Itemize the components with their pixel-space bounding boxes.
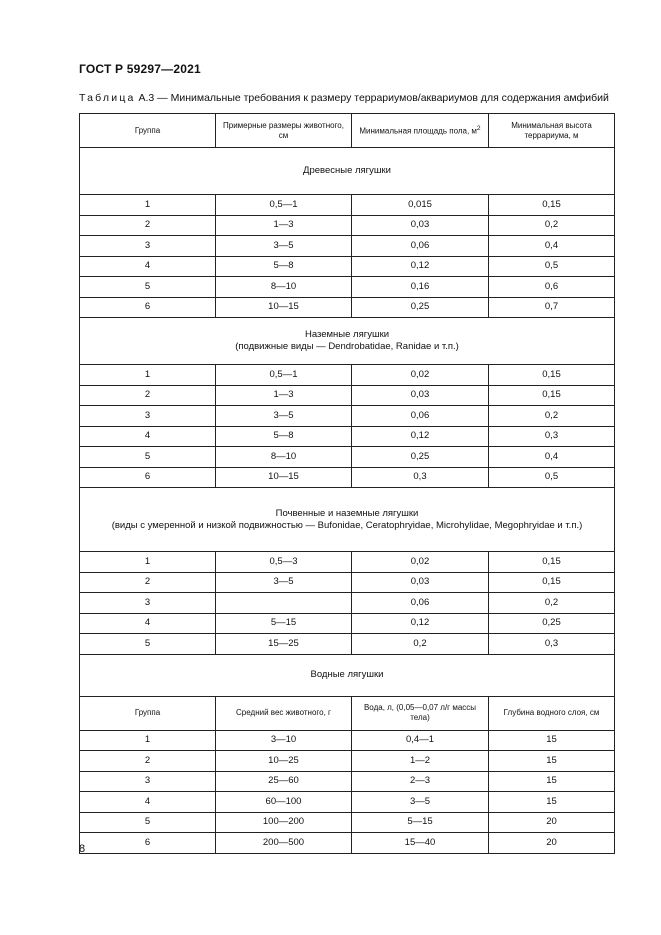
table-cell-text: 1	[144, 368, 151, 380]
table-cell	[352, 277, 489, 298]
table-cell	[352, 812, 489, 833]
table-cell	[80, 634, 216, 655]
table-cell	[216, 593, 352, 614]
table-cell-text: 0,6	[544, 280, 559, 292]
table-cell-text: 0,25	[410, 301, 430, 313]
table-cell	[80, 426, 216, 447]
water-header-row	[80, 696, 615, 730]
column-header	[489, 696, 615, 730]
table-cell	[489, 751, 615, 772]
table-cell-text: 1—3	[273, 389, 294, 401]
table-cell	[352, 613, 489, 634]
table-row	[80, 365, 615, 386]
table-cell-text: 2—3	[409, 775, 431, 787]
table-cell-text: 0,15	[542, 198, 561, 210]
table-cell-text: 2	[144, 754, 151, 766]
table-cell	[489, 552, 615, 573]
table-cell-text: 200—500	[262, 836, 305, 848]
table-cell-text: 0,3	[544, 637, 559, 649]
table-cell	[216, 572, 352, 593]
table-cell	[216, 385, 352, 406]
table-cell	[216, 552, 352, 573]
table-cell	[80, 792, 216, 813]
table-cell-text: 0,4	[544, 239, 559, 251]
table-cell-text: 1—2	[409, 754, 431, 766]
table-cell	[352, 751, 489, 772]
table-cell-text: 3—10	[270, 734, 297, 746]
table-row	[80, 771, 615, 792]
table-cell-text: 0,06	[410, 239, 430, 251]
table-caption	[79, 92, 609, 104]
table-cell-text: 0,12	[410, 617, 430, 629]
table-cell	[352, 771, 489, 792]
section-title-text: Наземные лягушки	[304, 329, 390, 341]
table-row	[80, 634, 615, 655]
table-cell	[489, 792, 615, 813]
table-cell-text: 1	[144, 734, 151, 746]
table-cell	[489, 215, 615, 236]
table-cell	[489, 277, 615, 298]
table-cell-text: 2	[144, 219, 151, 231]
column-header-text: Примерные размеры животного, см	[223, 120, 344, 140]
table-cell-text: 3	[144, 409, 151, 421]
table-cell	[80, 406, 216, 427]
table-row	[80, 447, 615, 468]
table-cell-text: 0,2	[413, 637, 427, 649]
table-cell	[489, 297, 615, 318]
table-cell-text: 0,4	[544, 450, 559, 462]
table-cell-text: 0,2	[544, 596, 559, 608]
section-title-text: Древесные лягушки	[303, 165, 391, 177]
table-row	[80, 593, 615, 614]
table-row	[80, 277, 615, 298]
table-row	[80, 792, 615, 813]
table-cell	[80, 385, 216, 406]
table-cell	[489, 426, 615, 447]
table-cell	[216, 751, 352, 772]
table-cell	[489, 195, 615, 216]
table-cell-text: 0,03	[410, 389, 430, 401]
section-title	[80, 654, 615, 696]
table-row	[80, 256, 615, 277]
column-header	[216, 696, 352, 730]
table-cell	[216, 771, 352, 792]
column-header	[352, 696, 489, 730]
table-cell-text: 0,06	[410, 409, 430, 421]
table-cell-text: 8—10	[270, 450, 297, 462]
table-cell	[489, 467, 615, 488]
table-row	[80, 467, 615, 488]
table-row	[80, 385, 615, 406]
table-cell	[352, 572, 489, 593]
column-header	[489, 114, 615, 148]
table-cell	[216, 256, 352, 277]
table-row	[80, 552, 615, 573]
table-cell	[80, 593, 216, 614]
table-row	[80, 297, 615, 318]
table-cell	[80, 771, 216, 792]
table-cell	[352, 195, 489, 216]
table-cell-text: 1	[144, 555, 151, 567]
table-cell	[489, 385, 615, 406]
table-cell-text: 0,25	[542, 617, 561, 629]
table-row	[80, 812, 615, 833]
table-cell-text: 5—15	[407, 816, 433, 828]
table-cell	[352, 833, 489, 854]
column-header	[80, 114, 216, 148]
section-subtitle: (подвижные виды — Dendrobatidae, Ranidae и т.п.)	[235, 341, 459, 352]
table-cell-text: 0,15	[542, 576, 561, 588]
table-cell-text: 3—5	[273, 576, 294, 588]
table-cell-text: 8—10	[270, 280, 297, 292]
table-cell-text: 0,4—1	[406, 734, 434, 746]
table-cell-text: 0,2	[544, 219, 559, 231]
table-cell-text: 5	[144, 280, 151, 292]
table-cell	[489, 406, 615, 427]
table-cell	[352, 365, 489, 386]
table-cell-text: 15—40	[404, 836, 436, 848]
table-cell-text: 10—15	[268, 471, 299, 483]
table-cell-text: 0,06	[410, 596, 430, 608]
table-header-row	[80, 114, 615, 148]
table-cell	[80, 833, 216, 854]
table-cell-text: 0,5	[544, 260, 559, 272]
table-cell-text: 0,015	[408, 198, 432, 210]
table-cell	[489, 256, 615, 277]
column-header-text: Группа	[134, 708, 161, 717]
table-cell-text: 20	[546, 816, 557, 828]
table-cell-text: 0,02	[410, 555, 430, 567]
table-cell-text: 0,03	[410, 576, 430, 588]
table-cell	[489, 613, 615, 634]
table-cell	[352, 447, 489, 468]
table-cell-text: 5—15	[270, 617, 297, 629]
table-cell	[489, 572, 615, 593]
table-cell-text: 0,15	[542, 555, 561, 567]
table-cell-text: 15	[546, 754, 557, 766]
section-title	[80, 148, 615, 195]
table-cell-text: 0,3	[544, 430, 559, 442]
table-cell-text: 0,3	[413, 471, 427, 483]
table-cell	[352, 792, 489, 813]
table-cell-text: 60—100	[265, 795, 302, 807]
terrarium-requirements-table	[79, 113, 615, 854]
table-cell	[489, 365, 615, 386]
table-cell-text: 3—5	[273, 409, 294, 421]
table-cell	[216, 297, 352, 318]
section-header-row	[80, 488, 615, 552]
table-cell-text: 6	[144, 836, 151, 848]
column-header	[352, 114, 489, 148]
table-cell-text: 3	[144, 596, 151, 608]
table-cell-text: 0,15	[542, 389, 561, 401]
column-header-text: Минимальная высота террариума, м	[511, 120, 592, 140]
table-cell	[352, 236, 489, 257]
table-cell	[80, 215, 216, 236]
table-cell-text: 6	[144, 471, 151, 483]
section-title	[80, 488, 615, 552]
table-cell	[216, 215, 352, 236]
column-header-text: Средний вес животного, г	[236, 708, 331, 717]
table-cell	[80, 751, 216, 772]
table-cell	[352, 297, 489, 318]
table-cell	[352, 215, 489, 236]
table-cell-text: 5—8	[273, 430, 294, 442]
table-cell	[80, 297, 216, 318]
table-cell-text: 15	[546, 775, 557, 787]
table-cell	[352, 467, 489, 488]
table-cell-text: 1—3	[273, 219, 294, 231]
table-cell-text: 5	[144, 450, 151, 462]
table-cell-text: 100—200	[262, 816, 305, 828]
table-cell	[216, 195, 352, 216]
table-cell	[80, 730, 216, 751]
table-cell-text: 10—15	[268, 301, 299, 313]
table-cell-text: 5	[144, 816, 151, 828]
table-cell-text: 15	[546, 734, 557, 746]
table-cell	[80, 467, 216, 488]
table-cell	[489, 730, 615, 751]
table-cell	[216, 634, 352, 655]
column-header	[80, 696, 216, 730]
table-cell	[352, 552, 489, 573]
table-cell	[80, 613, 216, 634]
table-row	[80, 406, 615, 427]
column-header-text: Минимальная площадь пола, м	[359, 126, 477, 136]
table-cell	[352, 593, 489, 614]
table-cell	[80, 552, 216, 573]
table-cell	[216, 426, 352, 447]
table-cell	[352, 385, 489, 406]
section-header-row	[80, 654, 615, 696]
table-cell-text: 2	[144, 576, 151, 588]
table-cell	[216, 833, 352, 854]
section-header-row	[80, 148, 615, 195]
table-cell	[216, 365, 352, 386]
column-header	[216, 114, 352, 148]
table-cell-text: 0,2	[544, 409, 559, 421]
document-header: ГОСТ Р 59297—2021	[79, 62, 201, 76]
section-title-text: Водные лягушки	[310, 669, 384, 681]
table-cell	[80, 277, 216, 298]
table-cell-text: 0,15	[542, 368, 561, 380]
table-row	[80, 215, 615, 236]
table-cell	[489, 833, 615, 854]
table-cell	[216, 812, 352, 833]
table-cell	[352, 406, 489, 427]
table-cell	[80, 256, 216, 277]
table-cell-text: 0,12	[410, 260, 430, 272]
table-cell	[80, 236, 216, 257]
table-cell	[216, 792, 352, 813]
superscript: 2	[476, 124, 481, 132]
table-cell	[216, 447, 352, 468]
column-header-text: Группа	[134, 125, 161, 135]
section-subtitle: (виды с умеренной и низкой подвижностью — Bufonidae, Ceratophryidae, Microhylidae, Megophryidae и т.п.)	[111, 519, 583, 531]
table-cell	[80, 195, 216, 216]
table-row	[80, 833, 615, 854]
table-cell	[352, 730, 489, 751]
table-cell-text: 0,7	[544, 301, 559, 313]
table-cell-text: 20	[546, 836, 557, 848]
table-cell	[80, 365, 216, 386]
table-cell	[216, 406, 352, 427]
table-cell-text: 6	[144, 301, 151, 313]
table-row	[80, 195, 615, 216]
column-header-text: Вода, л, (0,05—0,07 л/г массы тела)	[363, 703, 477, 722]
table-row	[80, 236, 615, 257]
table-cell	[216, 613, 352, 634]
table-cell-text: 5	[144, 637, 151, 649]
table-cell-text: 2	[144, 389, 151, 401]
table-cell-text: 0,5	[544, 471, 559, 483]
table-cell	[216, 730, 352, 751]
table-cell-text: 3—5	[409, 795, 431, 807]
table-cell-text: 0,5—1	[269, 368, 298, 380]
table-cell-text: 3	[144, 239, 151, 251]
table-cell	[489, 593, 615, 614]
table-row	[80, 572, 615, 593]
table-cell-text: 15	[546, 795, 557, 807]
table-cell	[80, 812, 216, 833]
table-cell-text: 0,12	[410, 430, 430, 442]
section-title	[80, 318, 615, 365]
table-cell-text: 4	[144, 795, 151, 807]
table-cell	[352, 256, 489, 277]
table-caption-text: А.3 — Минимальные требования к размеру террариумов/аквариумов для содержания амфибий	[135, 92, 609, 104]
table-cell	[489, 812, 615, 833]
table-cell	[216, 277, 352, 298]
table-cell	[216, 236, 352, 257]
table-cell	[489, 236, 615, 257]
column-header-text: Глубина водного слоя, см	[503, 708, 600, 717]
table-cell	[489, 634, 615, 655]
table-cell-text: 3—5	[273, 239, 294, 251]
section-header-row	[80, 318, 615, 365]
table-cell-text: 0,5—3	[269, 555, 298, 567]
table-cell-text: 4	[144, 260, 151, 272]
table-cell-text: 4	[144, 430, 151, 442]
table-cell	[352, 634, 489, 655]
table-cell-text: 0,02	[410, 368, 430, 380]
table-cell-text: 15—25	[268, 637, 299, 649]
table-cell	[80, 447, 216, 468]
table-cell-text: 4	[144, 617, 151, 629]
table-cell	[352, 426, 489, 447]
page-number: 8	[79, 843, 86, 855]
table-row	[80, 426, 615, 447]
table-row	[80, 751, 615, 772]
table-cell	[216, 467, 352, 488]
table-cell-text: 0,25	[410, 450, 430, 462]
section-title-text: Почвенные и наземные лягушки	[275, 507, 419, 519]
table-cell-text: 0,16	[410, 280, 430, 292]
table-cell	[489, 447, 615, 468]
table-cell-text: 10—25	[268, 754, 299, 766]
table-cell	[80, 572, 216, 593]
table-cell-text: 25—60	[268, 775, 299, 787]
table-row	[80, 730, 615, 751]
table-cell-text: 5—8	[273, 260, 294, 272]
table-cell-text: 0,03	[410, 219, 430, 231]
table-cell-text: 1	[144, 198, 151, 210]
table-cell-text: 3	[144, 775, 151, 787]
table-cell-text: 0,5—1	[269, 198, 298, 210]
table-cell	[489, 771, 615, 792]
table-caption-prefix: Таблица	[79, 92, 136, 104]
table-row	[80, 613, 615, 634]
